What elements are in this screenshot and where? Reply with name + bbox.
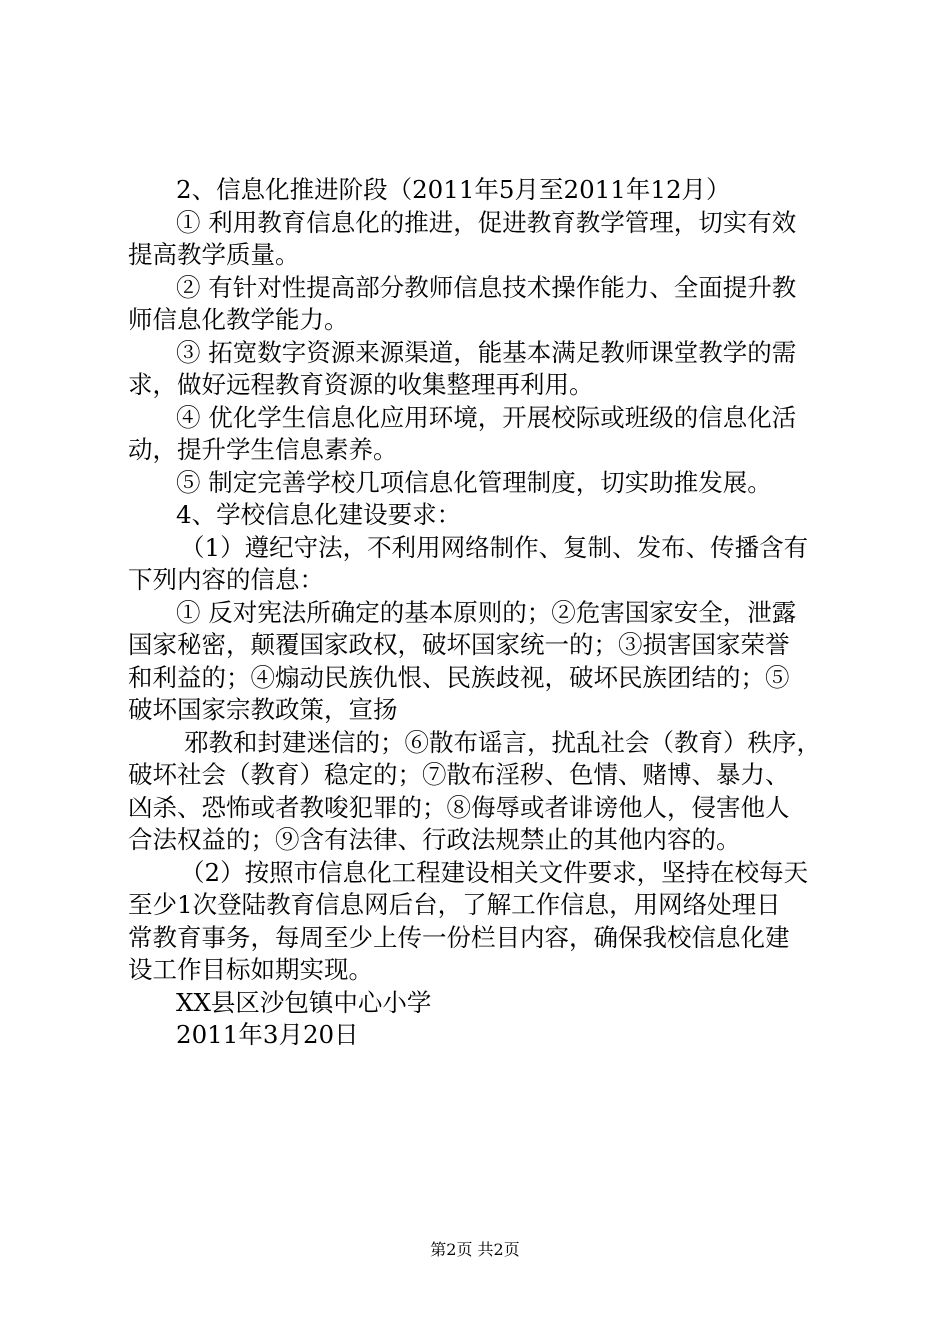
paragraph-line: ④ 优化学生信息化应用环境，开展校际或班级的信息化活 [176,402,797,432]
paragraph-line: 设工作目标如期实现。 [128,955,373,984]
paragraph-line: 动，提升学生信息素养。 [128,435,398,464]
signature-school-name: XX县区沙包镇中心小学 [176,987,432,1017]
paragraph-line: ① 反对宪法所确定的基本原则的；②危害国家安全，泄露 [176,597,797,627]
paragraph-line: 国家秘密，颠覆国家政权，破坏国家统一的；③损害国家荣誉 [128,630,790,659]
paragraph-line: 常教育事务，每周至少上传一份栏目内容，确保我校信息化建 [128,922,790,952]
paragraph-line: 下列内容的信息： [128,565,324,594]
paragraph-line: 至少1次登陆教育信息网后台，了解工作信息，用网络处理日 [128,890,781,919]
paragraph-line: 合法权益的；⑨含有法律、行政法规禁止的其他内容的。 [128,825,741,854]
paragraph-line: 破坏国家宗教政策，宣扬 [128,695,398,724]
paragraph-line: 破坏社会（教育）稳定的；⑦散布淫秽、色情、赌博、暴力、 [128,760,790,789]
paragraph-line: 求，做好远程教育资源的收集整理再利用。 [128,370,594,399]
paragraph-line: ③ 拓宽数字资源来源渠道，能基本满足教师课堂教学的需 [176,337,797,367]
section-heading-requirements: 4、学校信息化建设要求： [176,500,462,529]
page-number-footer: 第2页 共2页 [430,1240,520,1259]
paragraph-line: 凶杀、恐怖或者教唆犯罪的；⑧侮辱或者诽谤他人，侵害他人 [128,792,790,822]
paragraph-line: 师信息化教学能力。 [128,305,349,334]
paragraph-line: （1）遵纪守法，不利用网络制作、复制、发布、传播含有 [180,532,809,562]
paragraph-line: 邪教和封建迷信的；⑥散布谣言，扰乱社会（教育）秩序， [184,727,821,757]
section-heading-stage-2: 2、信息化推进阶段（2011年5月至2011年12月） [176,175,731,204]
signature-date: 2011年3月20日 [176,1020,359,1049]
document-body [128,174,838,1052]
paragraph-line: ① 利用教育信息化的推进，促进教育教学管理，切实有效 [176,207,797,237]
paragraph-line: 提高教学质量。 [128,240,300,269]
paragraph-line: ② 有针对性提高部分教师信息技术操作能力、全面提升教 [176,272,797,302]
paragraph-line: （2）按照市信息化工程建设相关文件要求，坚持在校每天 [180,857,809,887]
paragraph-line: 和利益的；④煽动民族仇恨、民族歧视，破坏民族团结的；⑤ [128,662,790,692]
paragraph-line: ⑤ 制定完善学校几项信息化管理制度，切实助推发展。 [176,467,772,497]
